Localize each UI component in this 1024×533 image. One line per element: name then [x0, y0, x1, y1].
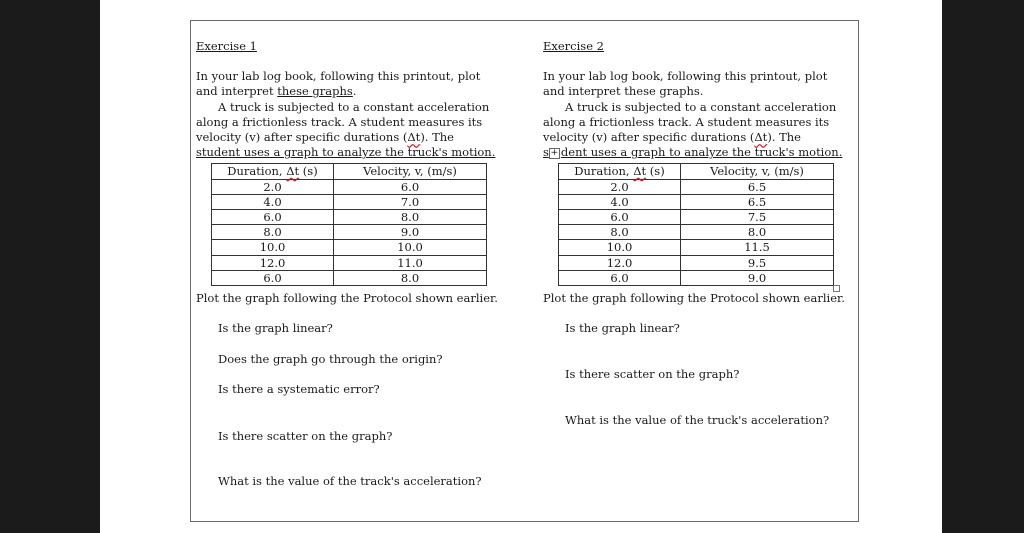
exercise-2-question-acceleration: What is the value of the truck's acceleration? [565, 413, 830, 427]
exercise-2-question-linear: Is the graph linear? [565, 321, 680, 335]
duration-cell: 10.0 [559, 240, 681, 255]
exercise-2-plot-instruction: Plot the graph following the Protocol shown earlier. [543, 291, 845, 305]
header-text: (s) [299, 164, 318, 178]
velocity-cell: 8.0 [681, 225, 834, 240]
exercise-1-data-table [211, 163, 487, 286]
velocity-cell: 9.0 [681, 270, 834, 285]
velocity-cell: 7.0 [334, 194, 487, 209]
exercise-1-question-linear: Is the graph linear? [218, 321, 333, 335]
duration-cell: 8.0 [559, 225, 681, 240]
header-text: (s) [646, 164, 665, 178]
velocity-cell: 9.5 [681, 255, 834, 270]
intro-line [196, 84, 501, 99]
delta-t-misspelled: Δt [286, 164, 300, 178]
intro-text: dent uses a graph to analyze the truck's motion. [560, 145, 843, 160]
velocity-cell: 6.0 [334, 179, 487, 194]
intro-underlined-text: these graphs [277, 84, 353, 99]
table-move-handle-icon[interactable]: + [550, 147, 559, 158]
velocity-cell: 10.0 [334, 240, 487, 255]
intro-line [543, 130, 848, 145]
intro-text: velocity (v) after specific durations ( [543, 130, 755, 145]
velocity-cell: 8.0 [334, 270, 487, 285]
table-row [212, 179, 487, 194]
duration-cell: 8.0 [212, 225, 334, 240]
intro-line: student uses a graph to analyze the truck's motion. [196, 145, 496, 160]
table-row [212, 194, 487, 209]
table-header-row [559, 164, 834, 180]
intro-text: ). The [767, 130, 801, 145]
table-header-row [212, 164, 487, 180]
velocity-cell: 7.5 [681, 210, 834, 225]
exercise-2-question-scatter: Is there scatter on the graph? [565, 367, 740, 381]
duration-cell: 4.0 [559, 194, 681, 209]
velocity-header: Velocity, v, (m/s) [681, 164, 834, 180]
table-row [559, 270, 834, 285]
exercise-1-intro [196, 69, 501, 161]
table-row [212, 210, 487, 225]
duration-header [559, 164, 681, 180]
header-text: Duration, [227, 164, 287, 178]
table-row [212, 270, 487, 285]
intro-line: In your lab log book, following this printout, plot [543, 69, 828, 83]
intro-line: and interpret these graphs. [543, 84, 704, 99]
exercise-2-data-table[interactable] [558, 163, 834, 286]
duration-cell: 4.0 [212, 194, 334, 209]
intro-text: and interpret [196, 84, 278, 99]
intro-line [196, 130, 501, 145]
intro-line: A truck is subjected to a constant acceleration [565, 99, 837, 114]
duration-cell: 6.0 [559, 210, 681, 225]
velocity-cell: 9.0 [334, 225, 487, 240]
velocity-cell: 6.5 [681, 194, 834, 209]
exercise-1-question-systematic-error: Is there a systematic error? [218, 382, 380, 396]
table-row [559, 240, 834, 255]
duration-cell: 12.0 [559, 255, 681, 270]
velocity-cell: 6.5 [681, 179, 834, 194]
intro-line: along a frictionless track. A student measures its [196, 114, 483, 129]
table-row [559, 255, 834, 270]
duration-cell: 12.0 [212, 255, 334, 270]
duration-cell: 6.0 [212, 210, 334, 225]
delta-t-misspelled: Δt [754, 130, 768, 145]
exercise-1-plot-instruction: Plot the graph following the Protocol shown earlier. [196, 291, 498, 305]
table-row [212, 225, 487, 240]
velocity-cell: 11.0 [334, 255, 487, 270]
delta-t-misspelled: Δt [633, 164, 647, 178]
intro-line: along a frictionless track. A student measures its [543, 114, 830, 129]
table-row [559, 194, 834, 209]
table-row [559, 225, 834, 240]
intro-line [543, 145, 848, 160]
exercise-1-question-acceleration: What is the value of the track's acceleration? [218, 474, 482, 488]
exercise-2-title: Exercise 2 [543, 39, 604, 53]
table-row [559, 210, 834, 225]
table-row [212, 240, 487, 255]
duration-cell: 2.0 [212, 179, 334, 194]
duration-cell: 6.0 [559, 270, 681, 285]
duration-cell: 10.0 [212, 240, 334, 255]
exercise-frame [190, 20, 859, 522]
exercise-1-question-origin: Does the graph go through the origin? [218, 352, 443, 366]
table-row [212, 255, 487, 270]
table-row [559, 179, 834, 194]
intro-text: . [352, 84, 357, 99]
duration-cell: 2.0 [559, 179, 681, 194]
intro-line: A truck is subjected to a constant acceleration [218, 99, 490, 114]
exercise-1-title: Exercise 1 [196, 39, 257, 53]
intro-text: velocity (v) after specific durations ( [196, 130, 408, 145]
delta-t-misspelled: Δt [407, 130, 421, 145]
intro-text: s [543, 145, 549, 160]
velocity-cell: 11.5 [681, 240, 834, 255]
intro-text: ). The [420, 130, 454, 145]
velocity-header: Velocity, v, (m/s) [334, 164, 487, 180]
exercise-1-question-scatter: Is there scatter on the graph? [218, 429, 393, 443]
duration-header [212, 164, 334, 180]
header-text: Duration, [574, 164, 634, 178]
document-page [100, 0, 942, 533]
duration-cell: 6.0 [212, 270, 334, 285]
exercise-2-intro [543, 69, 848, 161]
velocity-cell: 8.0 [334, 210, 487, 225]
intro-line: In your lab log book, following this printout, plot [196, 69, 481, 83]
